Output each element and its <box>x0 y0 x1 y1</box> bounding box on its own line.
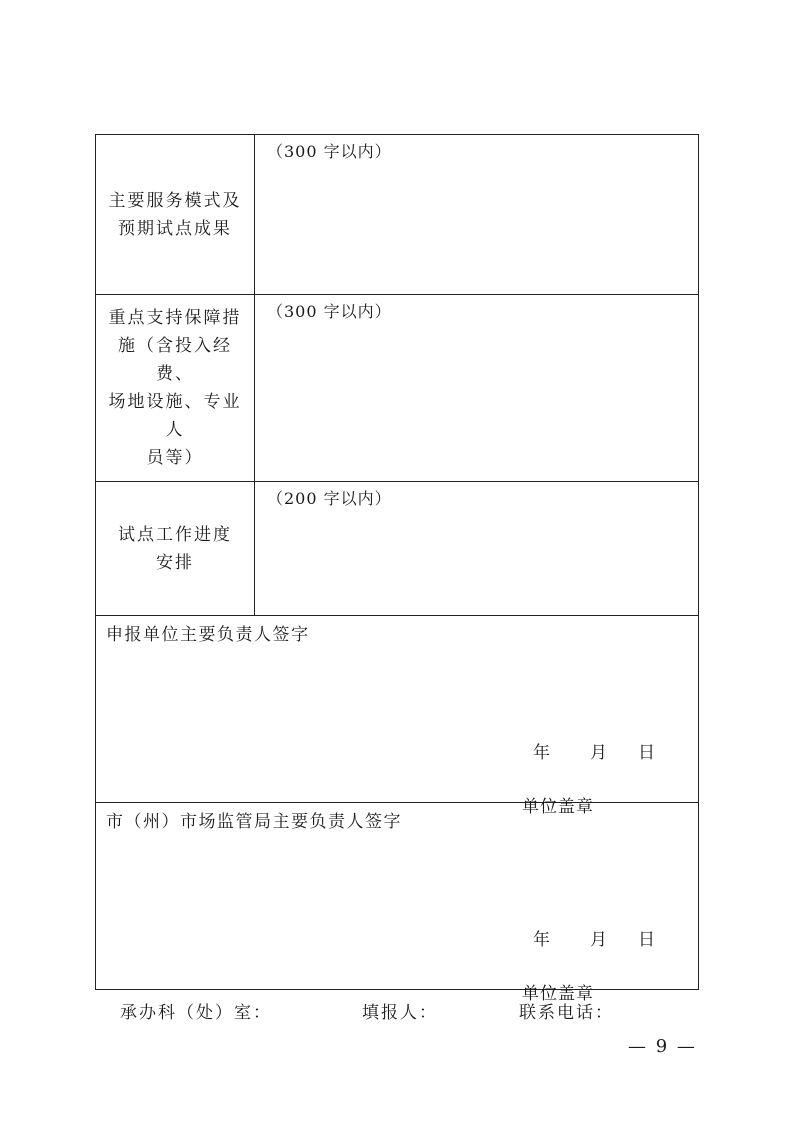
date-day: 日 <box>638 930 655 950</box>
content-field-schedule[interactable] <box>255 482 698 615</box>
word-limit-hint: （200 字以内） <box>267 489 392 508</box>
date-month: 月 <box>590 930 607 950</box>
signature-row-applicant[interactable] <box>96 616 698 817</box>
label-line: 安排 <box>156 552 194 573</box>
label-line: 主要服务模式及 <box>108 190 242 211</box>
content-field-service-model[interactable] <box>255 135 698 294</box>
footer-phone: 联系电话： <box>519 1003 614 1023</box>
signature-title: 市（州）市场监管局主要负责人签字 <box>106 812 402 832</box>
row-label-cell <box>96 482 255 615</box>
date-month: 月 <box>590 743 607 763</box>
row-label-cell <box>96 135 255 294</box>
word-limit-hint: （300 字以内） <box>267 142 392 161</box>
page-number: — 9 — <box>628 1036 697 1057</box>
date-year: 年 <box>533 743 550 763</box>
form-row-service-model <box>96 135 698 295</box>
form-row-support-measures <box>96 295 698 482</box>
row-label <box>103 187 247 243</box>
form-row-schedule <box>96 482 698 616</box>
seal-label: 单位盖章 <box>522 797 594 817</box>
label-line: 预期试点成果 <box>118 218 232 239</box>
word-limit-hint: （300 字以内） <box>267 302 392 321</box>
label-line: 员等） <box>146 448 204 468</box>
footer-office: 承办科（处）室： <box>120 1003 272 1023</box>
seal-label: 单位盖章 <box>522 984 594 1004</box>
label-line: 场地设施、专业人 <box>108 392 242 440</box>
label-line: 施（含投入经费、 <box>118 336 232 384</box>
date-day: 日 <box>638 743 655 763</box>
row-label <box>103 304 247 472</box>
signature-title: 申报单位主要负责人签字 <box>106 625 310 645</box>
signature-row-city-bureau[interactable] <box>96 803 698 1004</box>
label-line: 重点支持保障措 <box>108 308 242 328</box>
application-form-table <box>95 134 699 1004</box>
label-line: 试点工作进度 <box>118 524 232 545</box>
date-year: 年 <box>533 930 550 950</box>
row-label-cell <box>96 295 255 481</box>
footer-filler: 填报人： <box>362 1003 438 1023</box>
row-label <box>103 521 247 577</box>
content-field-support-measures[interactable] <box>255 295 698 481</box>
